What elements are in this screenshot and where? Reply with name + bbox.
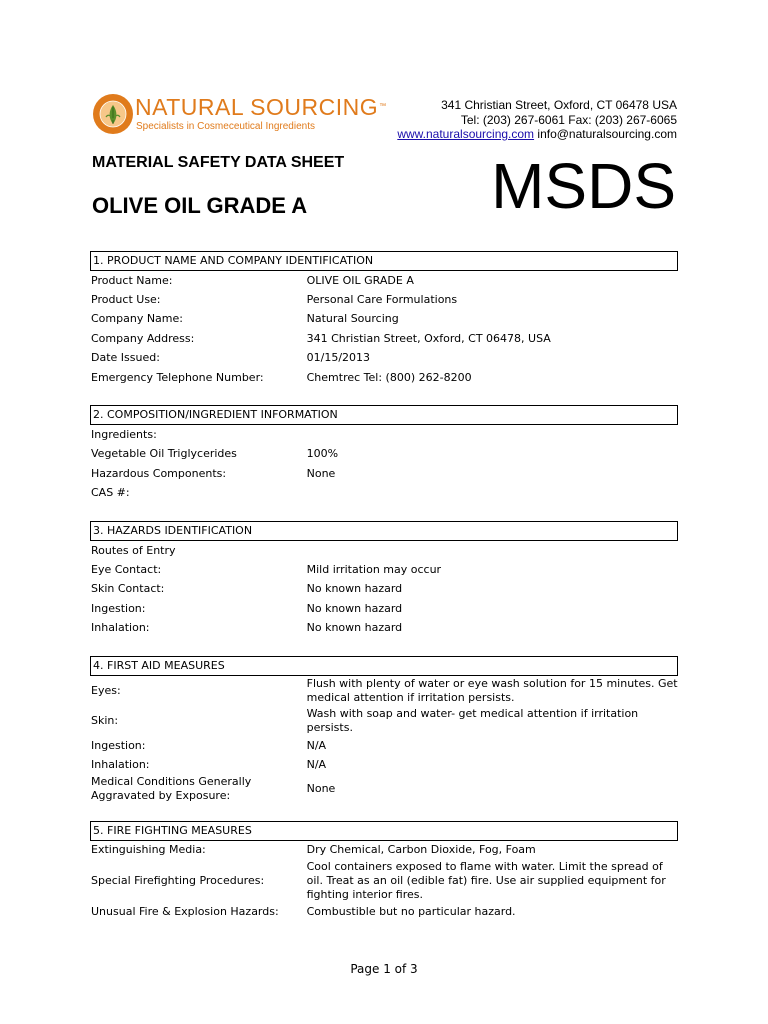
field-label: Medical Conditions Generally Aggravated by Exposure: [91, 774, 252, 802]
section-product-identification [90, 251, 678, 387]
field-value: 341 Christian Street, Oxford, CT 06478, USA [306, 331, 551, 345]
field-label: Routes of Entry [91, 543, 176, 557]
table-row [90, 736, 678, 755]
field-label: Skin Contact: [91, 582, 165, 596]
table-row [90, 349, 678, 368]
field-value: Natural Sourcing [306, 312, 399, 326]
table-row [90, 560, 678, 579]
field-label: Eyes: [91, 683, 121, 697]
field-label: Extinguishing Media: [91, 843, 206, 857]
table-row [90, 902, 678, 921]
field-value: None [306, 781, 336, 795]
table-row [90, 290, 678, 309]
field-label: Product Use: [91, 293, 161, 307]
field-label: Emergency Telephone Number: [91, 370, 264, 384]
section-header: 5. FIRE FIGHTING MEASURES [90, 821, 678, 841]
table-row [90, 445, 678, 464]
field-label: Special Firefighting Procedures: [91, 874, 265, 888]
field-label: Product Name: [91, 273, 173, 287]
company-logo [92, 93, 392, 138]
table-row [90, 541, 678, 560]
field-label: Vegetable Oil Triglycerides [91, 447, 237, 461]
field-label: Skin: [91, 713, 119, 727]
trademark-symbol: ™ [379, 103, 387, 110]
field-value: N/A [306, 738, 327, 752]
page-number: Page 1 of 3 [350, 962, 418, 976]
section-header: 3. HAZARDS IDENTIFICATION [90, 521, 678, 541]
brand-name: NATURAL SOURCING™ [135, 94, 387, 120]
field-label: Ingestion: [91, 738, 146, 752]
table-row [90, 860, 678, 902]
section-composition [90, 405, 678, 503]
field-value: 01/15/2013 [306, 351, 371, 365]
field-value: No known hazard [306, 582, 403, 596]
section-header: 4. FIRST AID MEASURES [90, 656, 678, 676]
contact-phone-fax: Tel: (203) 267-6061 Fax: (203) 267-6065 [460, 112, 677, 127]
table-row [90, 599, 678, 618]
table-row [90, 484, 678, 503]
field-value: No known hazard [306, 601, 403, 615]
field-value: Dry Chemical, Carbon Dioxide, Fog, Foam [306, 843, 536, 857]
table-row [90, 618, 678, 637]
table-row [90, 775, 678, 803]
table-row [90, 580, 678, 599]
table-row [90, 310, 678, 329]
field-label: Company Name: [91, 312, 183, 326]
field-label: Unusual Fire & Explosion Hazards: [91, 904, 279, 918]
field-value: Mild irritation may occur [306, 562, 442, 576]
field-value: None [306, 466, 336, 480]
brand-tagline: Specialists in Cosmeceutical Ingredients [136, 121, 315, 132]
field-value: OLIVE OIL GRADE A [306, 273, 414, 287]
section-hazards [90, 521, 678, 638]
contact-email: info@naturalsourcing.com [537, 127, 677, 141]
table-row [90, 329, 678, 348]
field-label: Inhalation: [91, 757, 150, 771]
table-row [90, 464, 678, 483]
field-label: Eye Contact: [91, 562, 162, 576]
field-label: Company Address: [91, 331, 195, 345]
website-link[interactable]: www.naturalsourcing.com [397, 127, 535, 141]
field-value: Cool containers exposed to flame with water. Limit the spread of oil. Treat as an oil (edible fat) fire. Use air supplied equipment for fighting interior fires. [306, 860, 666, 902]
section-header: 2. COMPOSITION/INGREDIENT INFORMATION [90, 405, 678, 425]
field-value: Chemtrec Tel: (800) 262-8200 [306, 370, 472, 384]
field-label: Ingestion: [91, 601, 146, 615]
document-type-title: MATERIAL SAFETY DATA SHEET [92, 154, 345, 171]
field-label: Ingredients: [91, 428, 157, 442]
table-row [90, 706, 678, 736]
table-row [90, 425, 678, 444]
table-row [90, 271, 678, 290]
document-header [0, 0, 768, 240]
field-value: Combustible but no particular hazard. [306, 904, 516, 918]
logo-seal-icon [92, 93, 134, 135]
section-header: 1. PRODUCT NAME AND COMPANY IDENTIFICATION [90, 251, 678, 271]
table-row [90, 755, 678, 774]
field-value: Flush with plenty of water or eye wash solution for 15 minutes. Get medical attention if irritation persists. [306, 676, 678, 704]
section-first-aid [90, 656, 678, 803]
table-row [90, 841, 678, 860]
msds-badge: MSDS [491, 150, 676, 222]
field-label: Date Issued: [91, 351, 160, 365]
table-row [90, 368, 678, 387]
msds-content [90, 251, 678, 939]
field-value: 100% [306, 447, 339, 461]
field-label: Hazardous Components: [91, 466, 227, 480]
contact-block [397, 98, 677, 142]
field-value: No known hazard [306, 621, 403, 635]
contact-address: 341 Christian Street, Oxford, CT 06478 USA [441, 98, 677, 112]
field-value: Personal Care Formulations [306, 293, 458, 307]
section-fire-fighting [90, 821, 678, 922]
field-label: Inhalation: [91, 621, 150, 635]
table-row [90, 676, 678, 706]
field-label: CAS #: [91, 486, 130, 500]
contact-web-email [397, 127, 677, 142]
field-value: Wash with soap and water- get medical attention if irritation persists. [306, 706, 639, 734]
field-value: N/A [306, 757, 327, 771]
product-title: OLIVE OIL GRADE A [92, 193, 308, 218]
